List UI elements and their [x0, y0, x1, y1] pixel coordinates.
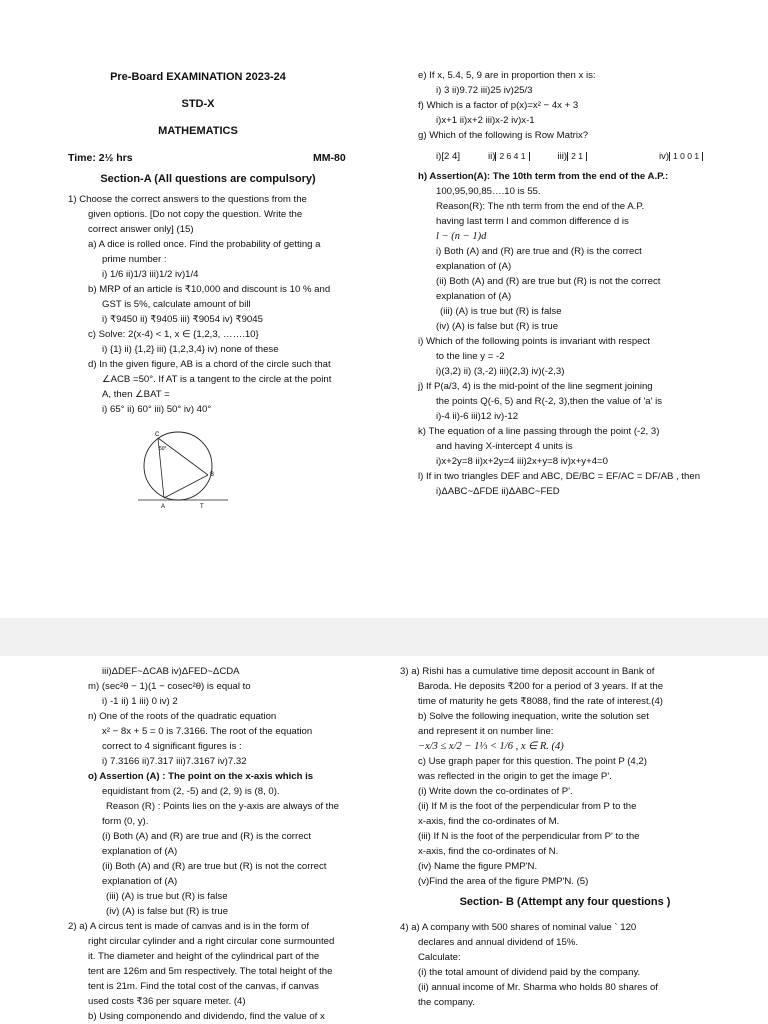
q4a-part: (ii) annual income of Mr. Sharma who holds 80 shares of — [418, 982, 658, 993]
q1h-assertion: h) Assertion(A): The 10th term from the end of the A.P.: — [418, 171, 669, 182]
q1k-line: and having X-intercept 4 units is — [436, 441, 573, 452]
q3a-line: 3) a) Rishi has a cumulative time deposit account in Bank of — [400, 666, 655, 677]
matrix-option-iii — [567, 152, 587, 161]
q1a-options: i) 1/6 ii)1/3 iii)1/2 iv)1/4 — [102, 269, 199, 280]
q1b-options: i) ₹9450 ii) ₹9405 iii) ₹9054 iv) ₹9045 — [102, 314, 263, 325]
q1d-line: A, then ∠BAT = — [102, 389, 170, 400]
matrix-option-iii-label: iii) — [557, 150, 568, 162]
q2a-line: tent is 21m. Find the total cost of the canvas, if canvas — [88, 981, 319, 992]
q3c-part: x-axis, find the co-ordinates of N. — [418, 846, 559, 857]
q1l-options-cont: iii)ΔDEF~ΔCAB iv)ΔFED~ΔCDA — [102, 666, 240, 677]
section-a-heading: Section-A (All questions are compulsory) — [100, 173, 316, 185]
page-separator — [0, 618, 768, 656]
q1o-reason: Reason (R) : Points lies on the y-axis are always of the — [106, 801, 340, 812]
q3a-line: time of maturity he gets ₹8088, find the rate of interest.(4) — [418, 696, 664, 707]
matrix-row: 2 6 — [499, 150, 512, 161]
q3c-part: (i) Write down the co-ordinates of P'. — [418, 786, 573, 797]
q1g-line: g) Which of the following is Row Matrix? — [418, 130, 589, 141]
q3c-line: was reflected in the origin to get the image P'. — [418, 771, 612, 782]
q1m-options: i) -1 ii) 1 iii) 0 iv) 2 — [102, 696, 178, 707]
matrix-option-iv — [669, 152, 703, 161]
q1c-line: c) Solve: 2(x-4) < 1, x ∈ {1,2,3, …….10} — [88, 329, 259, 340]
q1m-line: m) (sec²θ − 1)(1 − cosec²θ) is equal to — [88, 681, 251, 692]
matrix-option-ii — [495, 152, 529, 161]
q1f-options: i)x+1 ii)x+2 iii)x-2 iv)x-1 — [436, 115, 535, 126]
left-column-bottom — [68, 664, 388, 1024]
q1o-line: form (0, y). — [102, 816, 149, 827]
q1b-line: GST is 5%, calculate amount of bill — [102, 299, 251, 310]
q4a-line: Calculate: — [418, 952, 461, 963]
q1i-line: to the line y = -2 — [436, 351, 505, 362]
label-t: T — [200, 504, 204, 510]
matrix-option-i: i)[2 4] — [436, 150, 460, 162]
q2a-line: right circular cylinder and a right circular cone surmounted — [88, 936, 335, 947]
time-label: Time: 2½ hrs — [68, 152, 133, 164]
std-label: STD-X — [181, 98, 215, 110]
exam-title: Pre-Board EXAMINATION 2023-24 — [110, 71, 286, 83]
q2a-line: used costs ₹36 per square meter. (4) — [88, 996, 246, 1007]
q1c-options: i) {1} ii) {1,2} iii) {1,2,3,4} iv) none of these — [102, 344, 279, 355]
q3c-part: (ii) If M is the foot of the perpendicular from P to the — [418, 801, 637, 812]
q1k-options: i)x+2y=8 ii)x+2y=4 iii)2x+y=8 iv)x+y+4=0 — [436, 456, 608, 467]
q1d-options: i) 65° ii) 60° iii) 50° iv) 40° — [102, 404, 212, 415]
q4a-part: the company. — [418, 997, 475, 1008]
q1h-option: (ii) Both (A) and (R) are true but (R) is not the correct — [436, 276, 661, 287]
marks-label: MM-80 — [313, 152, 346, 164]
q1j-line: j) If P(a/3, 4) is the mid-point of the line segment joining — [418, 381, 653, 392]
q1g-options — [418, 143, 748, 169]
q1a-line: prime number : — [102, 254, 167, 265]
q4a-line: declares and annual dividend of 15%. — [418, 937, 579, 948]
q1o-assertion: o) Assertion (A) : The point on the x-axis which is — [88, 771, 314, 782]
q3b-line: and represent it on number line: — [418, 726, 554, 737]
q1e-line: e) If x, 5.4, 5, 9 are in proportion then x is: — [418, 70, 596, 81]
q3a-line: Baroda. He deposits ₹200 for a period of 3 years. If at the — [418, 681, 664, 692]
circle-outline — [144, 432, 215, 500]
chord-cb — [158, 438, 208, 475]
q1o-option: (iv) (A) is false but (R) is true — [106, 906, 229, 917]
q1o-option: explanation of (A) — [102, 846, 178, 857]
q3b-line: b) Solve the following inequation, write the solution set — [418, 711, 649, 722]
label-angle: 50° — [159, 446, 167, 452]
q1-line: 1) Choose the correct answers to the questions from the — [68, 194, 307, 205]
q1h-line: having last term l and common difference d is — [436, 216, 629, 227]
left-column-top — [68, 68, 368, 417]
q1h-line: 100,95,90,85….10 is 55. — [436, 186, 541, 197]
matrix-row: 0 1 — [687, 150, 700, 161]
q1b-line: b) MRP of an article is ₹10,000 and discount is 10 % and — [88, 284, 331, 295]
chord-ab — [164, 475, 208, 498]
label-a: A — [161, 504, 166, 510]
matrix-row: 1 0 — [673, 150, 685, 161]
q1d-line: d) In the given figure, AB is a chord of the circle such that — [88, 359, 331, 370]
q1f-line: f) Which is a factor of p(x)=x² − 4x + 3 — [418, 100, 579, 111]
q1o-option: (iii) (A) is true but (R) is false — [106, 891, 228, 902]
matrix-row: 2 — [571, 150, 576, 161]
q1-line: correct answer only] (15) — [88, 224, 194, 235]
q1o-option: (ii) Both (A) and (R) are true but (R) is not the correct — [102, 861, 327, 872]
q3c-part: (iv) Name the figure PMP'N. — [418, 861, 538, 872]
q1j-line: the points Q(-6, 5) and R(-2, 3),then the value of 'a' is — [436, 396, 663, 407]
q1n-equation: x² − 8x + 5 = 0 is 7.3166. The root of the equation — [102, 726, 313, 737]
q1h-reason: Reason(R): The nth term from the end of the A.P. — [436, 201, 645, 212]
subject-label: MATHEMATICS — [158, 125, 238, 137]
q3c-part: x-axis, find the co-ordinates of M. — [418, 816, 560, 827]
q2a-line: tent are 126m and 5m respectively. The total height of the — [88, 966, 333, 977]
q1n-options: i) 7.3166 ii)7.317 iii)7.3167 iv)7.32 — [102, 756, 247, 767]
matrix-option-ii-label: ii) — [488, 150, 496, 162]
q3c-line: c) Use graph paper for this question. The point P (4,2) — [418, 756, 647, 767]
q1o-option: explanation of (A) — [102, 876, 178, 887]
q1l-options: i)ΔABC~ΔFDE ii)ΔABC~FED — [436, 486, 560, 497]
section-b-heading: Section- B (Attempt any four questions ) — [459, 896, 671, 908]
q1i-options: i)(3,2) ii) (3,-2) iii)(2,3) iv)(-2,3) — [436, 366, 565, 377]
right-column-bottom — [400, 664, 730, 1010]
q4a-part: (i) the total amount of dividend paid by the company. — [418, 967, 641, 978]
label-b: B — [210, 472, 215, 478]
q1h-formula: l − (n − 1)d — [436, 231, 487, 242]
q1n-line: correct to 4 significant figures is : — [102, 741, 242, 752]
q3b-inequation: −x/3 ≤ x/2 − 1⅓ < 1/6 , x ∈ R. (4) — [418, 741, 564, 752]
q1h-option: i) Both (A) and (R) are true and (R) is the correct — [436, 246, 642, 257]
q1i-line: i) Which of the following points is invariant with respect — [418, 336, 650, 347]
right-column-top — [418, 68, 748, 499]
q1e-options: i) 3 ii)9.72 iii)25 iv)25/3 — [436, 85, 533, 96]
q1a-line: a) A dice is rolled once. Find the probability of getting a — [88, 239, 321, 250]
q1o-line: equidistant from (2, -5) and (2, 9) is (8, 0). — [102, 786, 280, 797]
q3c-part: (v)Find the area of the figure PMP'N. (5) — [418, 876, 589, 887]
circle-tangent-figure — [128, 428, 238, 518]
label-c: C — [155, 432, 160, 438]
q1h-option: explanation of (A) — [436, 261, 512, 272]
q2a-line: it. The diameter and height of the cylindrical part of the — [88, 951, 320, 962]
q3c-part: (iii) If N is the foot of the perpendicular from P' to the — [418, 831, 640, 842]
q1h-option: (iv) (A) is false but (R) is true — [436, 321, 559, 332]
q2a-line: 2) a) A circus tent is made of canvas and is in the form of — [68, 921, 310, 932]
q1h-option: explanation of (A) — [436, 291, 512, 302]
q4a-line: 4) a) A company with 500 shares of nominal value ` 120 — [400, 922, 637, 933]
matrix-option-iv-label: iv) — [658, 150, 670, 162]
q1j-options: i)-4 ii)-6 iii)12 iv)-12 — [436, 411, 519, 422]
q2b-line: b) Using componendo and dividendo, find the value of x — [88, 1011, 325, 1022]
q1l-line: l) If in two triangles DEF and ABC, DE/BC = EF/AC = DF/AB , then — [418, 471, 701, 482]
matrix-row: 4 1 — [513, 150, 526, 161]
q1n-line: n) One of the roots of the quadratic equation — [88, 711, 277, 722]
q1d-line: ∠ACB =50°. If AT is a tangent to the circle at the point — [102, 374, 332, 385]
q1h-option: (iii) (A) is true but (R) is false — [440, 306, 562, 317]
matrix-row: 1 — [578, 150, 583, 161]
q1k-line: k) The equation of a line passing through the point (-2, 3) — [418, 426, 660, 437]
q1-line: given options. [Do not copy the question. Write the — [88, 209, 303, 220]
q1o-option: (i) Both (A) and (R) are true and (R) is the correct — [102, 831, 311, 842]
